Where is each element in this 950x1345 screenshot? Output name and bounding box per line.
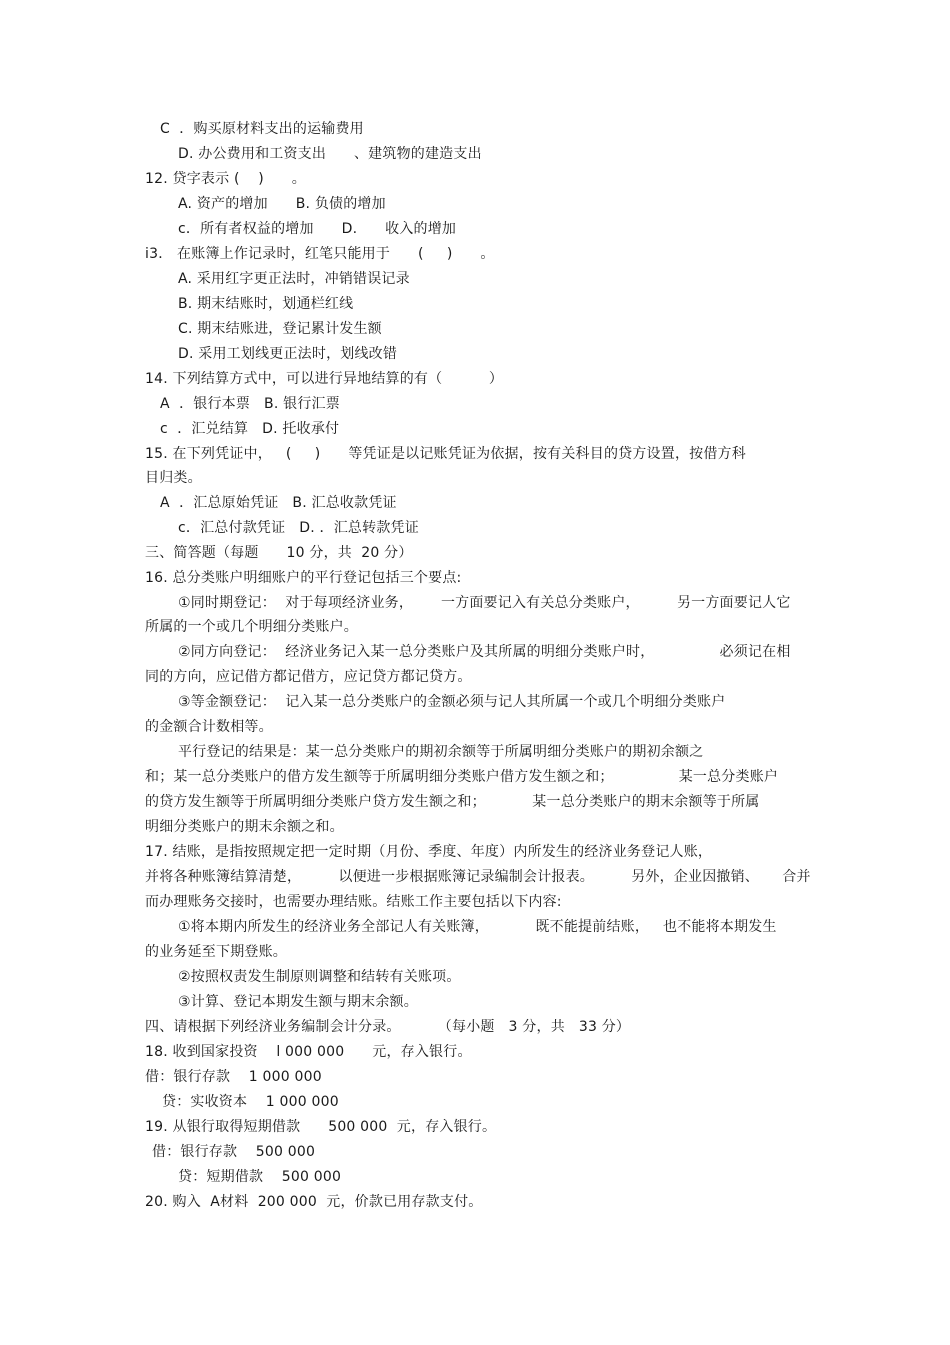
option-line: c．汇总付款凭证 D. ．汇总转款凭证	[178, 520, 419, 536]
answer-line: ①同时期登记： 对于每项经济业务， 一方面要记入有关总分类账户， 另一方面要记人它	[178, 595, 791, 611]
option-line: D. 采用工划线更正法时，划线改错	[178, 346, 398, 362]
section-heading: 四、请根据下列经济业务编制会计分录。 （每小题 3 分，共 33 分）	[145, 1019, 631, 1035]
question-line: 12. 贷字表示 ( ) 。	[145, 171, 306, 187]
option-line: C ．购买原材料支出的运输费用	[160, 121, 364, 137]
option-line: c ．汇兑结算 D. 托收承付	[160, 421, 340, 437]
option-line: A ．银行本票 B. 银行汇票	[160, 396, 340, 412]
question-line: 16. 总分类账户明细账户的平行登记包括三个要点:	[145, 570, 462, 586]
answer-line: ②同方向登记： 经济业务记入某一总分类账户及其所属的明细分类账户时， 必须记在相	[178, 644, 791, 660]
answer-line: 同的方向，应记借方都记借方，应记贷方都记贷方。	[145, 669, 472, 685]
option-line: B. 期末结账时，划通栏红线	[178, 296, 354, 312]
option-line: A. 资产的增加 B. 负债的增加	[178, 196, 386, 212]
question-line: 18. 收到国家投资 l 000 000 元，存入银行。	[145, 1044, 472, 1060]
answer-line: ②按照权责发生制原则调整和结转有关账项。	[178, 969, 461, 985]
option-line: C. 期末结账进，登记累计发生额	[178, 321, 382, 337]
answer-line: 的贷方发生额等于所属明细分类账户贷方发生额之和； 某一总分类账户的期末余额等于所属	[145, 794, 760, 810]
question-line: 20. 购入 A材料 200 000 元，价款已用存款支付。	[145, 1194, 483, 1210]
option-line: D. 办公费用和工资支出 、建筑物的建造支出	[178, 146, 482, 162]
answer-line: ③计算、登记本期发生额与期末余额。	[178, 994, 418, 1010]
answer-line: ①将本期内所发生的经济业务全部记人有关账簿， 既不能提前结账， 也不能将本期发生	[178, 919, 777, 935]
entry-line: 借：银行存款 500 000	[152, 1144, 316, 1160]
answer-line: 和；某一总分类账户的借方发生额等于所属明细分类账户借方发生额之和； 某一总分类账户	[145, 769, 779, 785]
answer-line: 平行登记的结果是：某一总分类账户的期初余额等于所属明细分类账户的期初余额之	[178, 744, 704, 760]
answer-line: 而办理账务交接时，也需要办理结账。结账工作主要包括以下内容:	[145, 894, 562, 910]
entry-line: 贷：短期借款 500 000	[178, 1169, 342, 1185]
question-line: 14. 下列结算方式中，可以进行异地结算的有（ ）	[145, 371, 504, 387]
answer-line: 所属的一个或几个明细分类账户。	[145, 619, 358, 635]
entry-line: 贷：实收资本 1 000 000	[162, 1094, 339, 1110]
answer-line: 并将各种账簿结算清楚， 以便进一步根据账簿记录编制会计报表。 另外，企业因撤销、 合并	[145, 869, 811, 885]
option-line: A ．汇总原始凭证 B. 汇总收款凭证	[160, 495, 397, 511]
answer-line: ③等金额登记： 记入某一总分类账户的金额必须与记人其所属一个或几个明细分类账户	[178, 694, 726, 710]
answer-line: 的业务延至下期登账。	[145, 944, 287, 960]
question-line: 17. 结账，是指按照规定把一定时期（月份、季度、年度）内所发生的经济业务登记人账，	[145, 844, 713, 860]
option-line: A. 采用红字更正法时，冲销错误记录	[178, 271, 410, 287]
entry-line: 借：银行存款 1 000 000	[145, 1069, 322, 1085]
question-line: i3． 在账簿上作记录时，红笔只能用于 ( ) 。	[145, 246, 495, 262]
answer-line: 的金额合计数相等。	[145, 719, 273, 735]
question-line: 19. 从银行取得短期借款 500 000 元，存入银行。	[145, 1119, 497, 1135]
section-heading: 三、简答题（每题 10 分，共 20 分）	[145, 545, 413, 561]
question-line: 目归类。	[145, 470, 202, 486]
question-line: 15. 在下列凭证中， ( ) 等凭证是以记账凭证为依据，按有关科目的贷方设置，按借方科	[145, 446, 746, 462]
option-line: c．所有者权益的增加 D. 收入的增加	[178, 221, 457, 237]
answer-line: 明细分类账户的期末余额之和。	[145, 819, 344, 835]
